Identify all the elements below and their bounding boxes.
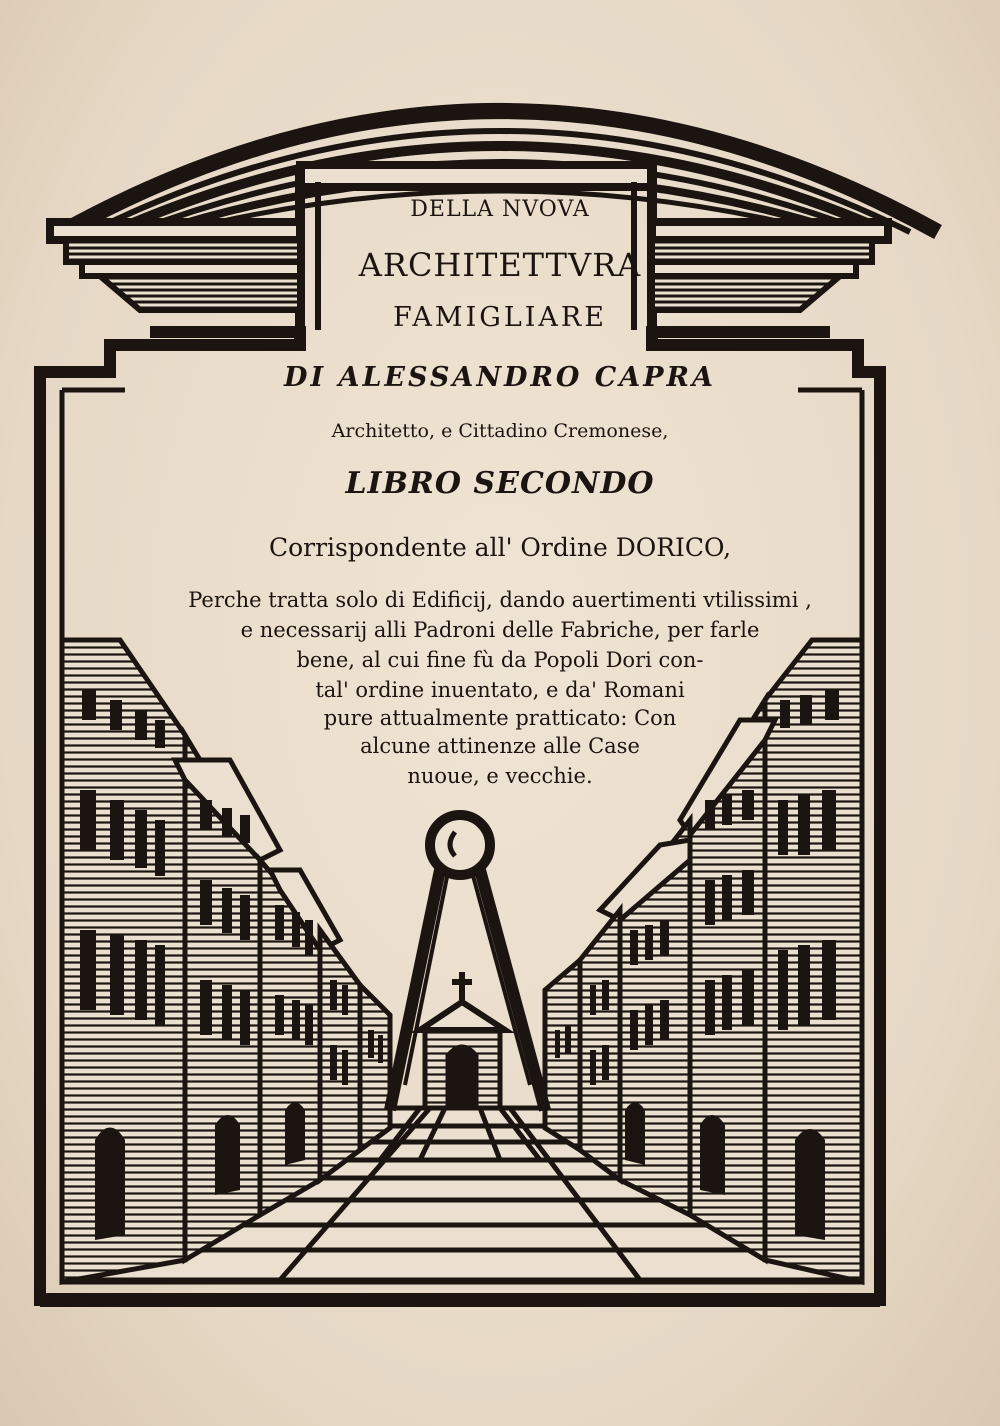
author-title: Architetto, e Cittadino Cremonese,: [331, 420, 669, 442]
description-line: nuoue, e vecchie.: [407, 764, 593, 788]
book-title: LIBRO SECONDO: [345, 466, 655, 501]
title-line-1: DELLA NVOVA: [410, 197, 590, 222]
title-line-2: ARCHITETTVRA: [358, 246, 642, 284]
description-line: alcune attinenze alle Case: [360, 734, 640, 758]
description-line: bene, al cui fine fù da Popoli Dori con-: [296, 648, 704, 672]
description-line: pure attualmente pratticato: Con: [323, 706, 677, 730]
description-line: e necessarij alli Padroni delle Fabriche, per farle: [240, 618, 760, 642]
description-line: tal' ordine inuentato, e da' Romani: [315, 678, 685, 702]
order-line: Corrispondente all' Ordine DORICO,: [268, 533, 732, 562]
author-name: DI ALESSANDRO CAPRA: [284, 362, 716, 393]
title-line-3: FAMIGLIARE: [393, 302, 607, 333]
description-line: Perche tratta solo di Edificij, dando auertimenti vtilissimi ,: [188, 588, 812, 612]
